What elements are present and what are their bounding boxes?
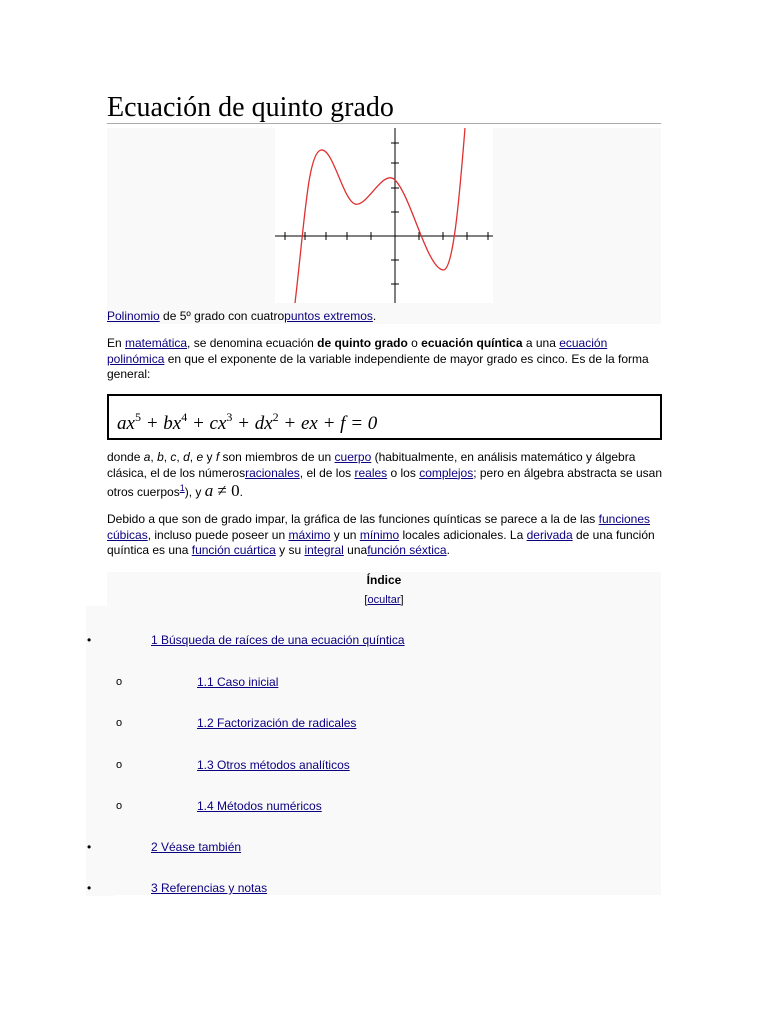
text: , xyxy=(189,450,197,464)
link-ecuacion[interactable]: ecuación xyxy=(559,336,608,350)
text: y su xyxy=(275,543,305,557)
exponent: 5 xyxy=(134,410,141,424)
graph-paragraph xyxy=(107,512,663,559)
caption-text: de 5º grado con cuatro xyxy=(159,309,285,323)
bracket: [ xyxy=(364,594,368,606)
text: , el de los xyxy=(299,465,355,480)
text: y un xyxy=(330,527,360,542)
variable: a xyxy=(143,450,151,464)
text: , xyxy=(163,450,171,464)
link-racionales[interactable]: racionales xyxy=(245,465,300,480)
toc-item-referencias[interactable]: 3 Referencias y notas xyxy=(151,881,268,895)
variable: f xyxy=(215,450,220,464)
text: o los xyxy=(387,465,420,480)
variable: b xyxy=(157,450,164,464)
toc-item-vease-tambien[interactable]: 2 Véase también xyxy=(151,840,242,854)
sub-bullet-icon: o xyxy=(116,759,123,771)
figure-caption xyxy=(107,309,376,323)
title-divider xyxy=(107,123,661,124)
graph-axes xyxy=(275,128,493,303)
page-title: Ecuación de quinto grado xyxy=(107,92,394,123)
link-minimo[interactable]: mínimo xyxy=(359,527,400,542)
bold-term: ecuación quíntica xyxy=(421,336,523,350)
text: En xyxy=(107,336,126,350)
bold-term: de quinto grado xyxy=(317,336,408,350)
text: y xyxy=(203,450,216,464)
bracket: ] xyxy=(400,594,404,606)
text: , xyxy=(176,450,184,464)
intro-paragraph xyxy=(107,336,663,383)
text: ), y xyxy=(184,485,205,499)
quintic-curve xyxy=(295,128,465,303)
exponent: 3 xyxy=(226,410,233,424)
formula-term: + ex + f = 0 xyxy=(278,413,378,434)
text: . xyxy=(239,485,243,499)
text: . xyxy=(446,543,450,557)
variable: d xyxy=(183,450,190,464)
exponent: 2 xyxy=(272,410,279,424)
general-formula xyxy=(107,394,662,440)
toc-toggle xyxy=(107,592,661,608)
text: ; pero en álgebra abstracta se usan otros cuerpos xyxy=(107,465,663,499)
toc-item-busqueda[interactable]: 1 Búsqueda de raíces de una ecuación quíntica xyxy=(151,633,405,647)
text: locales adicionales. La xyxy=(399,527,527,542)
variable: a xyxy=(204,481,214,500)
sub-bullet-icon: o xyxy=(116,717,123,729)
text: , se denomina ecuación xyxy=(187,336,318,350)
formula-text xyxy=(117,404,377,437)
link-funcion-sextica[interactable]: función séxtica xyxy=(367,543,447,557)
text: de una función quíntica es una xyxy=(107,527,655,557)
link-puntos-extremos[interactable]: puntos extremos xyxy=(284,309,373,323)
formula-term: + cx xyxy=(187,413,227,434)
link-funciones-cubicas[interactable]: funciones cúbicas xyxy=(107,512,651,542)
toc-hide-link[interactable]: ocultar xyxy=(367,594,401,606)
bullet-icon: • xyxy=(87,881,92,895)
formula-term: ax xyxy=(117,413,135,434)
sub-bullet-icon: o xyxy=(116,676,123,688)
text: a una xyxy=(522,336,560,350)
link-funcion-cuartica[interactable]: función cuártica xyxy=(191,543,276,557)
text: o xyxy=(407,336,422,350)
link-complejos[interactable]: complejos xyxy=(419,465,474,480)
toc-item-metodos-numericos[interactable]: 1.4 Métodos numéricos xyxy=(197,799,322,813)
link-cuerpo[interactable]: cuerpo xyxy=(334,450,372,464)
link-derivada[interactable]: derivada xyxy=(526,527,573,542)
toc-item-factorizacion[interactable]: 1.2 Factorización de radicales xyxy=(197,716,357,730)
not-equal-sign: ≠ xyxy=(213,481,232,500)
text: son miembros de un xyxy=(219,450,335,464)
formula-term: + bx xyxy=(140,413,182,434)
link-polinomica[interactable]: polinómica xyxy=(107,351,165,366)
text: en que el exponente de la variable independiente de mayor grado es cinco. Es de la forma general: xyxy=(107,351,649,381)
text: donde xyxy=(107,450,144,464)
where-paragraph xyxy=(107,450,663,501)
link-maximo[interactable]: máximo xyxy=(288,527,331,542)
caption-end: . xyxy=(372,309,377,323)
sub-bullet-icon: o xyxy=(116,800,123,812)
text: , xyxy=(150,450,158,464)
toc-item-otros-metodos[interactable]: 1.3 Otros métodos analíticos xyxy=(197,758,350,772)
link-polinomio[interactable]: Polinomio xyxy=(107,309,160,323)
link-integral[interactable]: integral xyxy=(304,543,344,557)
exponent: 4 xyxy=(181,410,188,424)
text: una xyxy=(343,543,368,557)
bullet-icon: • xyxy=(87,633,92,647)
variable: c xyxy=(170,450,177,464)
text: , incluso puede poseer un xyxy=(147,527,289,542)
variable: e xyxy=(196,450,204,464)
formula-term: + dx xyxy=(232,413,273,434)
inequality xyxy=(205,481,240,500)
link-matematica[interactable]: matemática xyxy=(125,336,188,350)
quintic-graph xyxy=(275,128,493,303)
toc-item-caso-inicial[interactable]: 1.1 Caso inicial xyxy=(197,675,279,689)
toc-title: Índice xyxy=(366,573,402,587)
reference-link[interactable]: 1 xyxy=(179,483,185,493)
text: (habitualmente, en análisis matemático y álgebra clásica, el de los números xyxy=(107,450,636,480)
bullet-icon: • xyxy=(87,840,92,854)
zero: 0 xyxy=(231,481,240,500)
text: Debido a que son de grado impar, la gráfica de las funciones quínticas se parece a la de las xyxy=(107,512,599,526)
link-reales[interactable]: reales xyxy=(354,465,388,480)
